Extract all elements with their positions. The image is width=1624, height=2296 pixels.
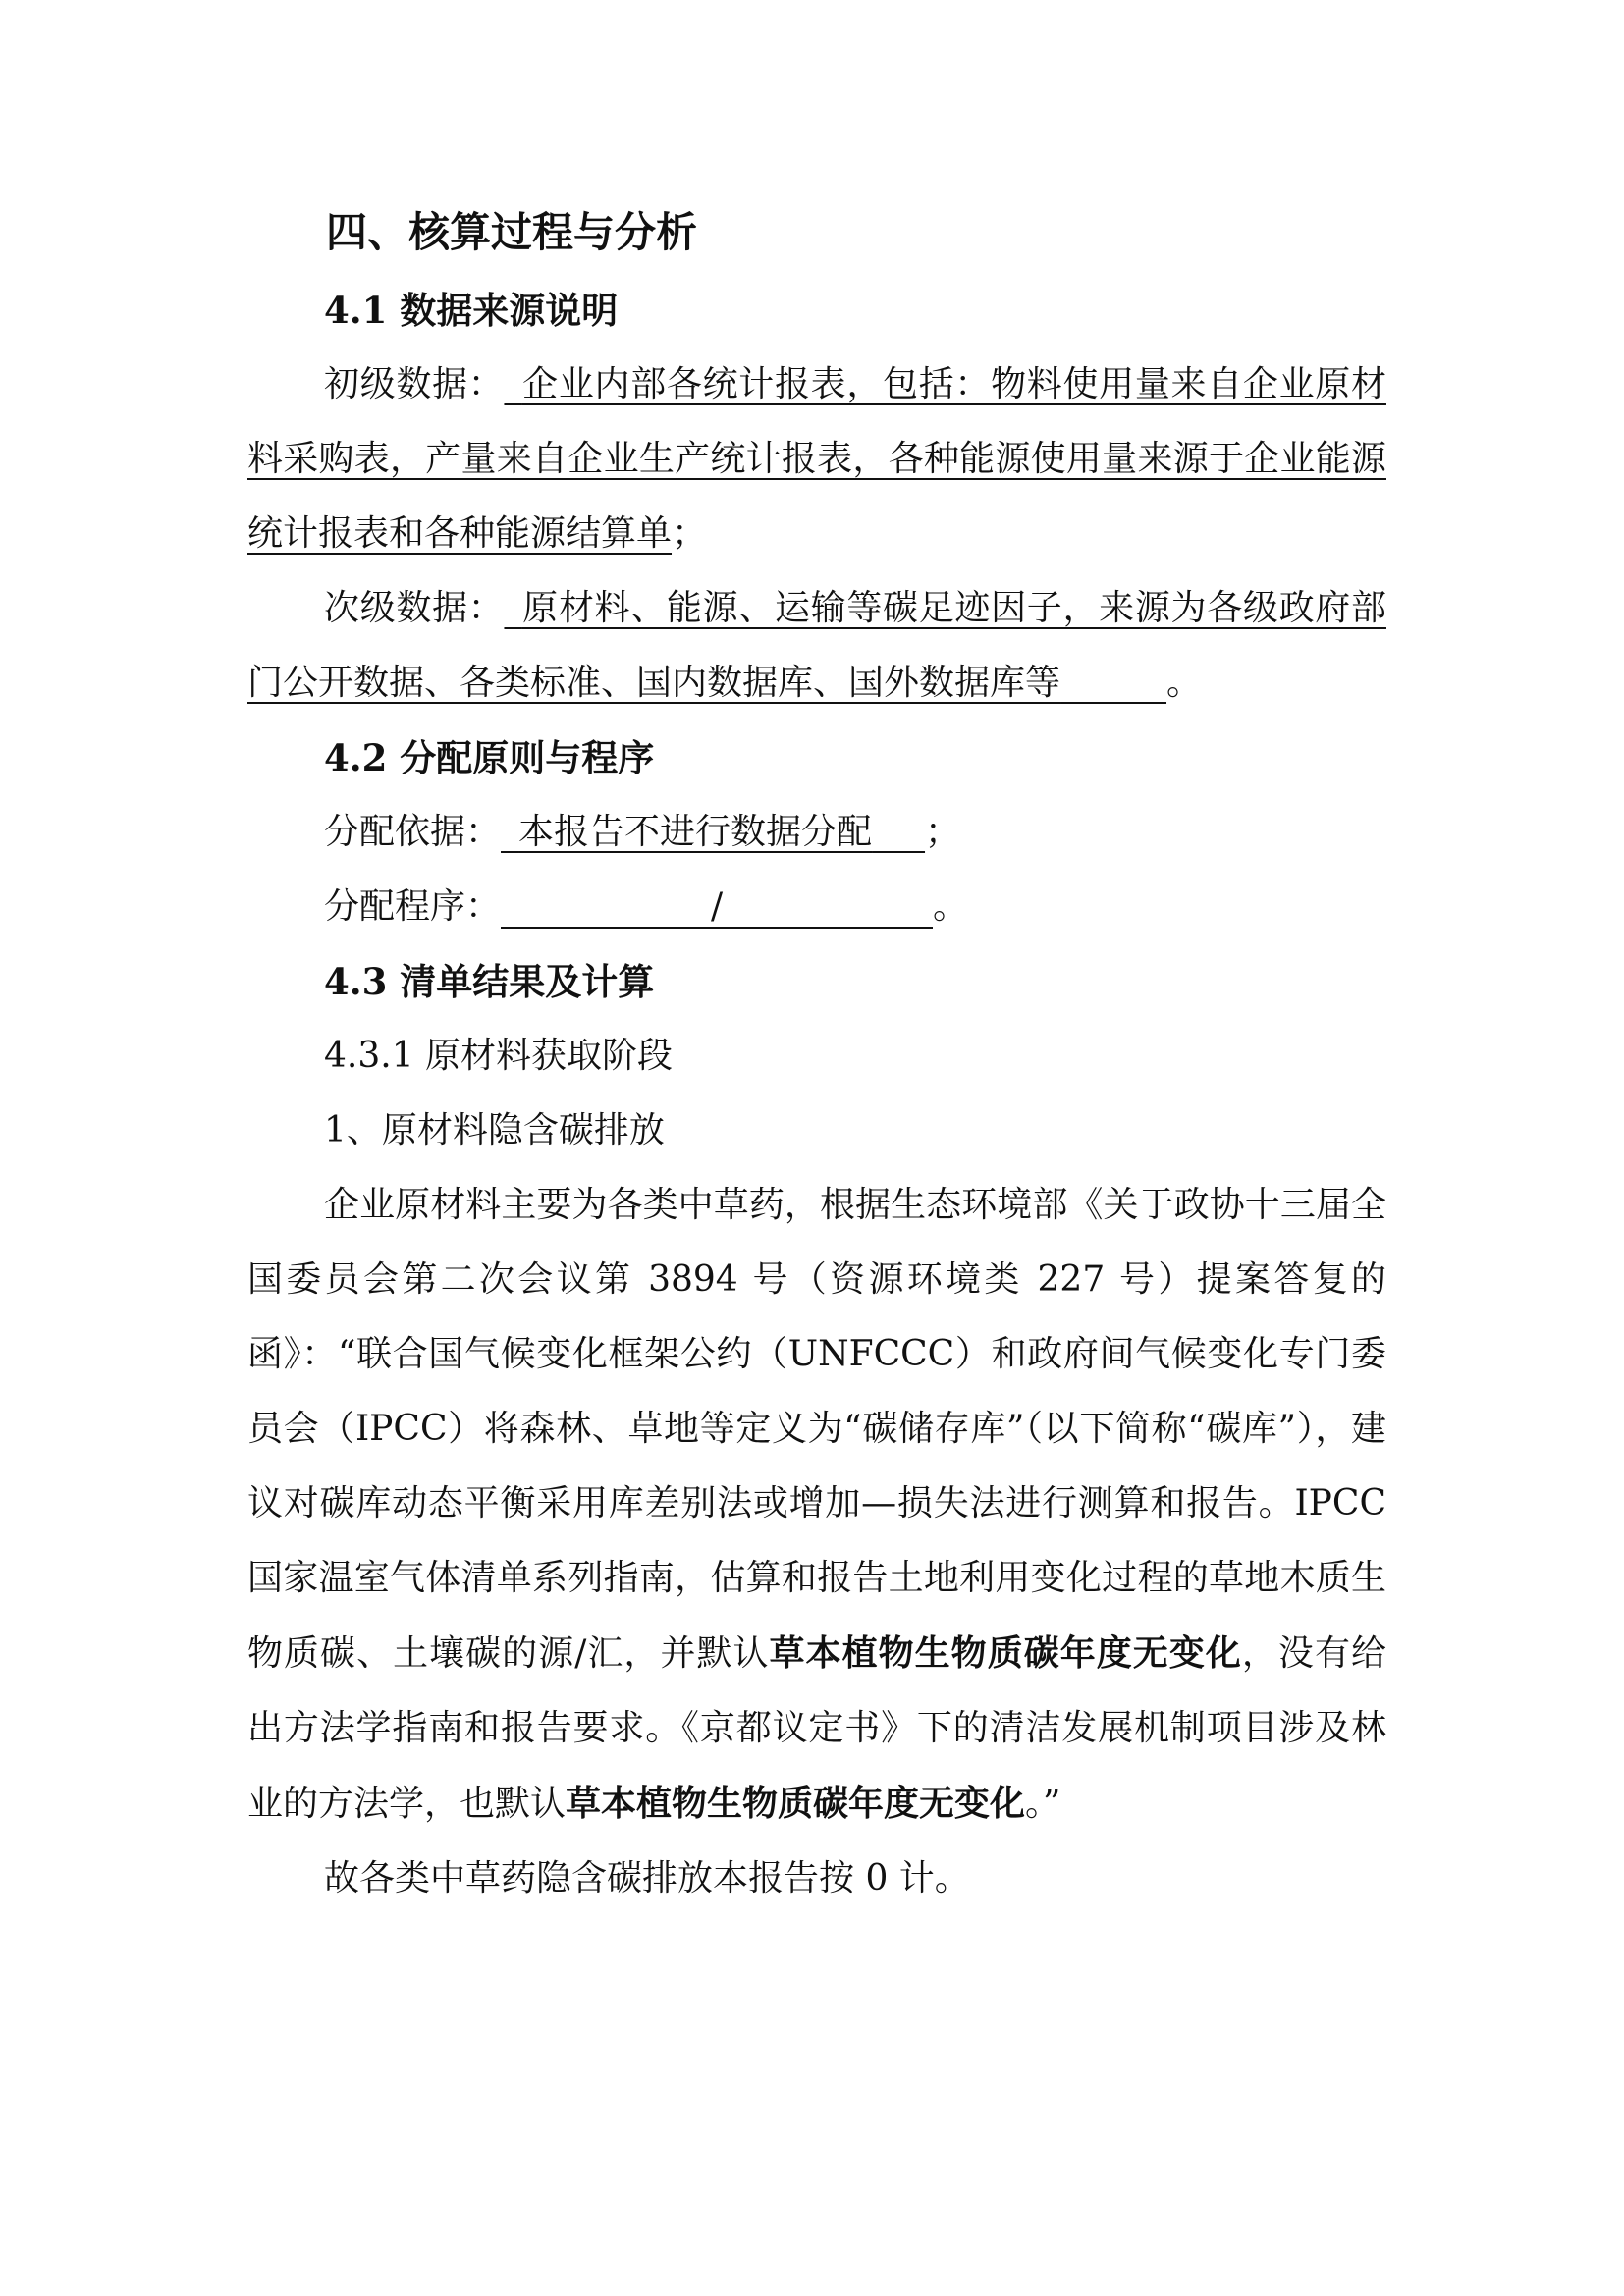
primary-data-end: ； <box>672 513 708 554</box>
secondary-data-end: 。 <box>1166 663 1203 703</box>
paragraph-text-a: 企业原材料主要为各类中草药，根据生态环境部《关于政协十三届全国委员会第二次会议第 3894 号（资源环境类 227 号）提案答复的函》：“联合国气候变化框架公约（UNFCCC）和政府间气候变化专门委员会（IPCC）将森林、草地等定义为“碳储存库”（以下简称“碳库”），建议对碳库动态平衡采用库差别法或增加—损失法进行测算和报告。IPCC 国家温室气体清单系列指南，估算和报告土地利用变化过程的草地木质生物质碳、土壤碳的源/汇，并默认 <box>247 1185 1386 1674</box>
secondary-data-paragraph <box>247 571 1386 721</box>
primary-data-value: 企业内部各统计报表，包括：物料使用量来自企业原材料采购表，产量来自企业生产统计报表，各种能源使用量来源于企业能源统计报表和各种能源结算单 <box>247 364 1386 554</box>
document-body <box>247 192 1386 1916</box>
conclusion-line: 故各类中草药隐含碳排放本报告按 0 计。 <box>324 1858 970 1898</box>
secondary-data-label: 次级数据： <box>324 588 505 628</box>
bold-text-a: 草本植物生物质碳年度无变化 <box>769 1632 1242 1674</box>
heading-4-3: 4.3 清单结果及计算 <box>324 960 655 1003</box>
primary-data-paragraph <box>247 347 1386 571</box>
heading-4-2: 4.2 分配原则与程序 <box>324 736 655 779</box>
allocation-basis-line <box>247 795 1386 870</box>
paragraph-text-c: 。” <box>1025 1784 1061 1824</box>
allocation-procedure-line <box>247 870 1386 944</box>
allocation-basis-end: ； <box>925 812 961 852</box>
primary-data-label: 初级数据： <box>324 364 505 404</box>
raw-material-paragraph <box>247 1168 1386 1842</box>
allocation-procedure-value: / <box>501 887 933 929</box>
heading-4-3-1: 4.3.1 原材料获取阶段 <box>324 1036 674 1076</box>
allocation-basis-value: 本报告不进行数据分配 <box>518 812 873 852</box>
item-heading-raw-material-carbon: 1、原材料隐含碳排放 <box>324 1110 665 1150</box>
paragraph-text-b: ，没有给出方法学指南和报告要求。《京都议定书》下的清洁发展机制项目涉及林业的方法学，也默认 <box>247 1633 1386 1824</box>
heading-4-1: 4.1 数据来源说明 <box>324 289 619 332</box>
allocation-procedure-end: 。 <box>933 886 969 927</box>
secondary-data-value: 原材料、能源、运输等碳足迹因子，来源为各级政府部门公开数据、各类标准、国内数据库、国外数据库等 <box>247 588 1386 703</box>
section-title: 四、核算过程与分析 <box>326 208 698 256</box>
bold-text-b: 草本植物生物质碳年度无变化 <box>566 1783 1026 1824</box>
allocation-procedure-label: 分配程序： <box>324 886 502 927</box>
allocation-basis-label: 分配依据： <box>324 812 502 852</box>
